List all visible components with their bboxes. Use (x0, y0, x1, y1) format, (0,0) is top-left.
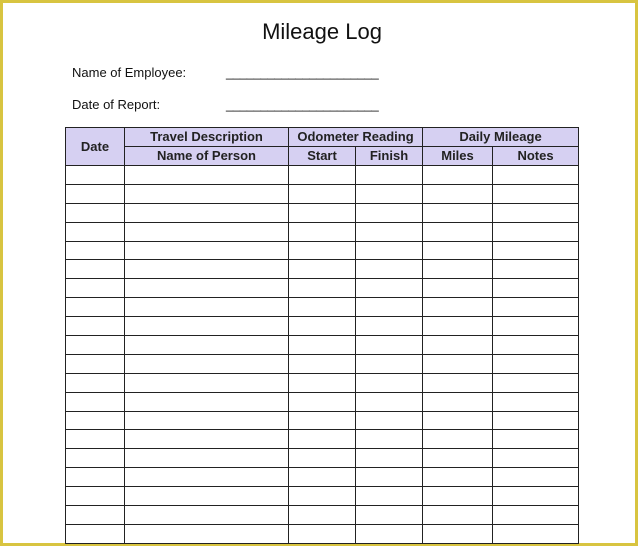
date-cell[interactable] (66, 411, 125, 430)
person-cell[interactable] (125, 241, 289, 260)
table-row (66, 222, 579, 241)
start-cell[interactable] (289, 317, 356, 336)
person-cell[interactable] (125, 373, 289, 392)
notes-cell[interactable] (493, 506, 579, 525)
table-row (66, 354, 579, 373)
finish-header: Finish (356, 147, 423, 166)
start-cell[interactable] (289, 203, 356, 222)
notes-cell[interactable] (493, 317, 579, 336)
finish-cell[interactable] (356, 279, 423, 298)
start-cell[interactable] (289, 298, 356, 317)
date-cell[interactable] (66, 336, 125, 355)
notes-cell[interactable] (493, 468, 579, 487)
person-cell[interactable] (125, 279, 289, 298)
miles-cell[interactable] (423, 449, 493, 468)
date-cell[interactable] (66, 241, 125, 260)
start-cell[interactable] (289, 336, 356, 355)
miles-cell[interactable] (423, 373, 493, 392)
date-cell[interactable] (66, 468, 125, 487)
table-row (66, 468, 579, 487)
person-cell[interactable] (125, 392, 289, 411)
start-cell[interactable] (289, 524, 356, 543)
odometer-reading-header: Odometer Reading (289, 128, 423, 147)
start-cell[interactable] (289, 241, 356, 260)
finish-cell[interactable] (356, 336, 423, 355)
notes-cell[interactable] (493, 411, 579, 430)
table-row (66, 430, 579, 449)
person-cell[interactable] (125, 524, 289, 543)
finish-cell[interactable] (356, 506, 423, 525)
person-cell[interactable] (125, 336, 289, 355)
finish-cell[interactable] (356, 241, 423, 260)
miles-cell[interactable] (423, 524, 493, 543)
start-cell[interactable] (289, 430, 356, 449)
start-cell[interactable] (289, 506, 356, 525)
start-cell[interactable] (289, 279, 356, 298)
person-cell[interactable] (125, 430, 289, 449)
start-cell[interactable] (289, 392, 356, 411)
finish-cell[interactable] (356, 392, 423, 411)
date-cell[interactable] (66, 449, 125, 468)
finish-cell[interactable] (356, 260, 423, 279)
person-cell[interactable] (125, 468, 289, 487)
table-body (66, 166, 579, 544)
table-sub-header-row (66, 147, 579, 166)
start-cell[interactable] (289, 449, 356, 468)
notes-cell[interactable] (493, 430, 579, 449)
notes-cell[interactable] (493, 487, 579, 506)
person-cell[interactable] (125, 222, 289, 241)
finish-cell[interactable] (356, 184, 423, 203)
finish-cell[interactable] (356, 411, 423, 430)
employee-name-label: Name of Employee: (72, 65, 187, 80)
miles-cell[interactable] (423, 411, 493, 430)
person-cell[interactable] (125, 411, 289, 430)
date-cell[interactable] (66, 166, 125, 185)
start-cell[interactable] (289, 222, 356, 241)
miles-cell[interactable] (423, 468, 493, 487)
person-cell[interactable] (125, 317, 289, 336)
start-cell[interactable] (289, 354, 356, 373)
table-row (66, 203, 579, 222)
miles-cell[interactable] (423, 506, 493, 525)
finish-cell[interactable] (356, 524, 423, 543)
miles-cell[interactable] (423, 317, 493, 336)
miles-cell[interactable] (423, 336, 493, 355)
miles-cell[interactable] (423, 184, 493, 203)
daily-mileage-header: Daily Mileage (423, 128, 579, 147)
finish-cell[interactable] (356, 487, 423, 506)
person-cell[interactable] (125, 506, 289, 525)
notes-cell[interactable] (493, 449, 579, 468)
finish-cell[interactable] (356, 449, 423, 468)
person-cell[interactable] (125, 487, 289, 506)
table-row (66, 506, 579, 525)
table-row (66, 184, 579, 203)
miles-cell[interactable] (423, 279, 493, 298)
notes-cell[interactable] (493, 166, 579, 185)
date-cell[interactable] (66, 430, 125, 449)
table-row (66, 241, 579, 260)
date-cell[interactable] (66, 487, 125, 506)
person-cell[interactable] (125, 449, 289, 468)
table-row (66, 298, 579, 317)
miles-cell[interactable] (423, 203, 493, 222)
miles-cell[interactable] (423, 260, 493, 279)
notes-cell[interactable] (493, 392, 579, 411)
notes-cell[interactable] (493, 298, 579, 317)
date-cell[interactable] (66, 506, 125, 525)
table-row (66, 260, 579, 279)
start-header: Start (289, 147, 356, 166)
miles-cell[interactable] (423, 166, 493, 185)
person-cell[interactable] (125, 166, 289, 185)
notes-cell[interactable] (493, 354, 579, 373)
person-cell[interactable] (125, 184, 289, 203)
date-cell[interactable] (66, 279, 125, 298)
notes-cell[interactable] (493, 222, 579, 241)
start-cell[interactable] (289, 260, 356, 279)
table-row (66, 449, 579, 468)
table-row (66, 411, 579, 430)
start-cell[interactable] (289, 373, 356, 392)
date-cell[interactable] (66, 203, 125, 222)
date-cell[interactable] (66, 298, 125, 317)
table-group-header-row (66, 128, 579, 147)
table-row (66, 392, 579, 411)
miles-cell[interactable] (423, 298, 493, 317)
person-cell[interactable] (125, 354, 289, 373)
finish-cell[interactable] (356, 317, 423, 336)
start-cell[interactable] (289, 411, 356, 430)
notes-cell[interactable] (493, 279, 579, 298)
finish-cell[interactable] (356, 203, 423, 222)
table-row (66, 166, 579, 185)
miles-cell[interactable] (423, 430, 493, 449)
miles-cell[interactable] (423, 392, 493, 411)
date-column-header: Date (66, 128, 125, 166)
finish-cell[interactable] (356, 373, 423, 392)
table-row (66, 373, 579, 392)
miles-header: Miles (423, 147, 493, 166)
finish-cell[interactable] (356, 298, 423, 317)
finish-cell[interactable] (356, 166, 423, 185)
name-of-person-header: Name of Person (125, 147, 289, 166)
table-row (66, 524, 579, 543)
date-cell[interactable] (66, 184, 125, 203)
notes-cell[interactable] (493, 203, 579, 222)
table-row (66, 317, 579, 336)
table-row (66, 336, 579, 355)
person-cell[interactable] (125, 260, 289, 279)
date-cell[interactable] (66, 260, 125, 279)
mileage-table (65, 127, 579, 544)
person-cell[interactable] (125, 298, 289, 317)
date-cell[interactable] (66, 317, 125, 336)
table-row (66, 487, 579, 506)
person-cell[interactable] (125, 203, 289, 222)
table-row (66, 279, 579, 298)
notes-cell[interactable] (493, 260, 579, 279)
travel-description-header: Travel Description (125, 128, 289, 147)
date-cell[interactable] (66, 373, 125, 392)
date-cell[interactable] (66, 354, 125, 373)
notes-cell[interactable] (493, 241, 579, 260)
start-cell[interactable] (289, 184, 356, 203)
finish-cell[interactable] (356, 354, 423, 373)
report-date-field[interactable]: ______________________ (226, 97, 379, 112)
page-title: Mileage Log (262, 19, 382, 44)
notes-cell[interactable] (493, 524, 579, 543)
start-cell[interactable] (289, 468, 356, 487)
notes-cell[interactable] (493, 373, 579, 392)
notes-cell[interactable] (493, 336, 579, 355)
miles-cell[interactable] (423, 354, 493, 373)
start-cell[interactable] (289, 487, 356, 506)
notes-cell[interactable] (493, 184, 579, 203)
miles-cell[interactable] (423, 241, 493, 260)
report-date-label: Date of Report: (72, 97, 161, 112)
employee-name-field[interactable]: ______________________ (226, 65, 379, 80)
notes-header: Notes (493, 147, 579, 166)
finish-cell[interactable] (356, 222, 423, 241)
miles-cell[interactable] (423, 222, 493, 241)
finish-cell[interactable] (356, 468, 423, 487)
finish-cell[interactable] (356, 430, 423, 449)
date-cell[interactable] (66, 524, 125, 543)
date-cell[interactable] (66, 392, 125, 411)
start-cell[interactable] (289, 166, 356, 185)
date-cell[interactable] (66, 222, 125, 241)
miles-cell[interactable] (423, 487, 493, 506)
